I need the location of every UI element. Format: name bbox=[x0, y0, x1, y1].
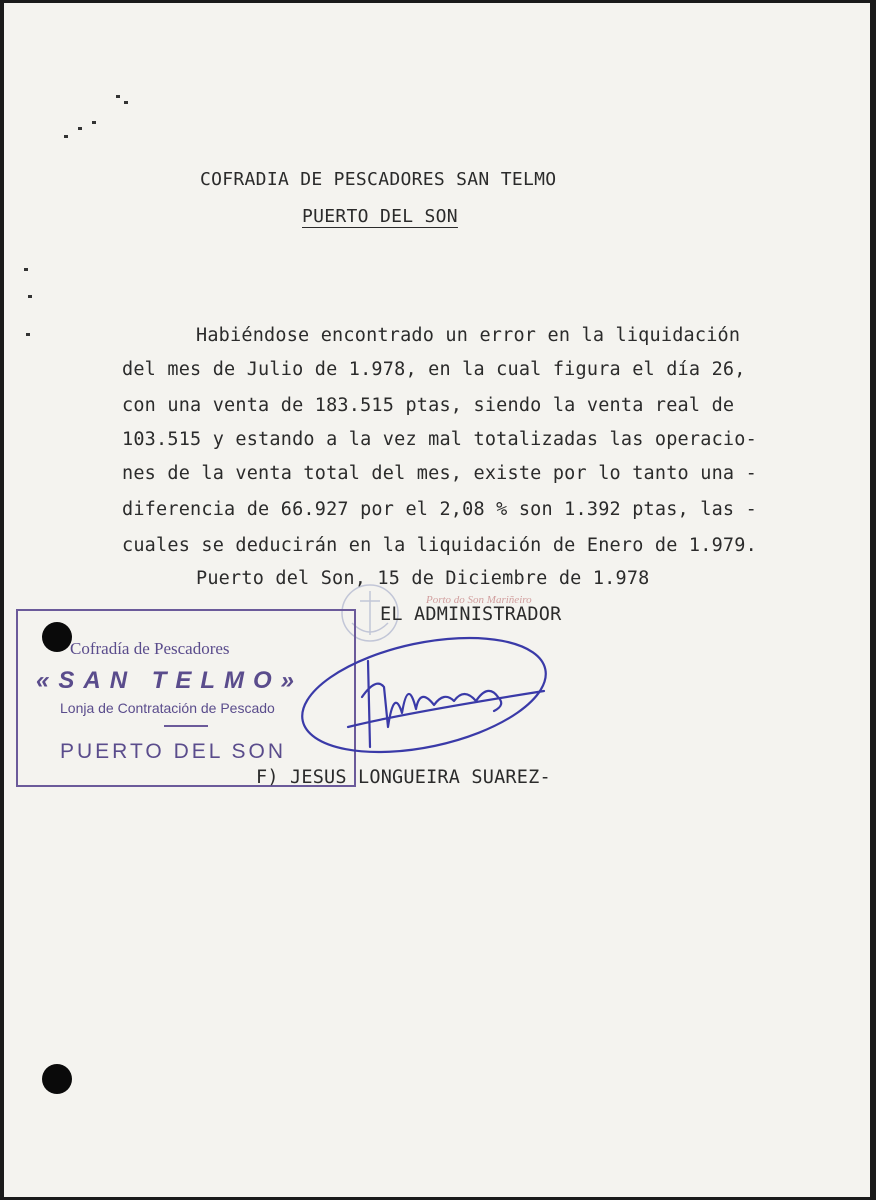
ink-speck bbox=[26, 333, 30, 336]
document-page bbox=[4, 3, 870, 1197]
ink-speck bbox=[92, 121, 96, 124]
stamp-organization: Cofradía de Pescadores bbox=[70, 639, 230, 658]
binder-hole-top bbox=[42, 622, 72, 652]
watermark-text: Porto do Son Mariñeiro bbox=[426, 594, 532, 606]
binder-hole-bottom bbox=[42, 1064, 72, 1094]
body-line-5: nes de la venta total del mes, existe por lo tanto una - bbox=[122, 463, 757, 484]
body-line-4: 103.515 y estando a la vez mal totalizadas las operacio- bbox=[122, 429, 757, 450]
ink-speck bbox=[78, 127, 82, 130]
organization-title: COFRADIA DE PESCADORES SAN TELMO bbox=[200, 169, 557, 190]
ink-speck bbox=[116, 95, 120, 98]
body-line-1: Habiéndose encontrado un error en la liquidación bbox=[196, 325, 741, 346]
ink-speck bbox=[64, 135, 68, 138]
body-line-7: cuales se deducirán en la liquidación de Enero de 1.979. bbox=[122, 535, 757, 556]
signatory-title: EL ADMINISTRADOR bbox=[380, 604, 562, 625]
body-line-3: con una venta de 183.515 ptas, siendo la venta real de bbox=[122, 395, 735, 416]
stamp-subtitle: Lonja de Contratación de Pescado bbox=[60, 700, 275, 716]
date-line: Puerto del Son, 15 de Diciembre de 1.978 bbox=[196, 568, 650, 589]
body-line-2: del mes de Julio de 1.978, en la cual figura el día 26, bbox=[122, 359, 746, 380]
body-line-6: diferencia de 66.927 por el 2,08 % son 1.392 ptas, las - bbox=[122, 499, 757, 520]
location-title: PUERTO DEL SON bbox=[302, 206, 458, 227]
handwritten-signature bbox=[284, 617, 564, 757]
ink-speck bbox=[124, 101, 128, 104]
stamp-location: PUERTO DEL SON bbox=[60, 740, 286, 763]
ink-speck bbox=[24, 268, 28, 271]
signatory-name: F) JESUS LONGUEIRA SUAREZ- bbox=[256, 767, 551, 788]
stamp-divider bbox=[164, 725, 208, 727]
stamp-name: «SAN TELMO» bbox=[36, 667, 304, 694]
ink-speck bbox=[28, 295, 32, 298]
